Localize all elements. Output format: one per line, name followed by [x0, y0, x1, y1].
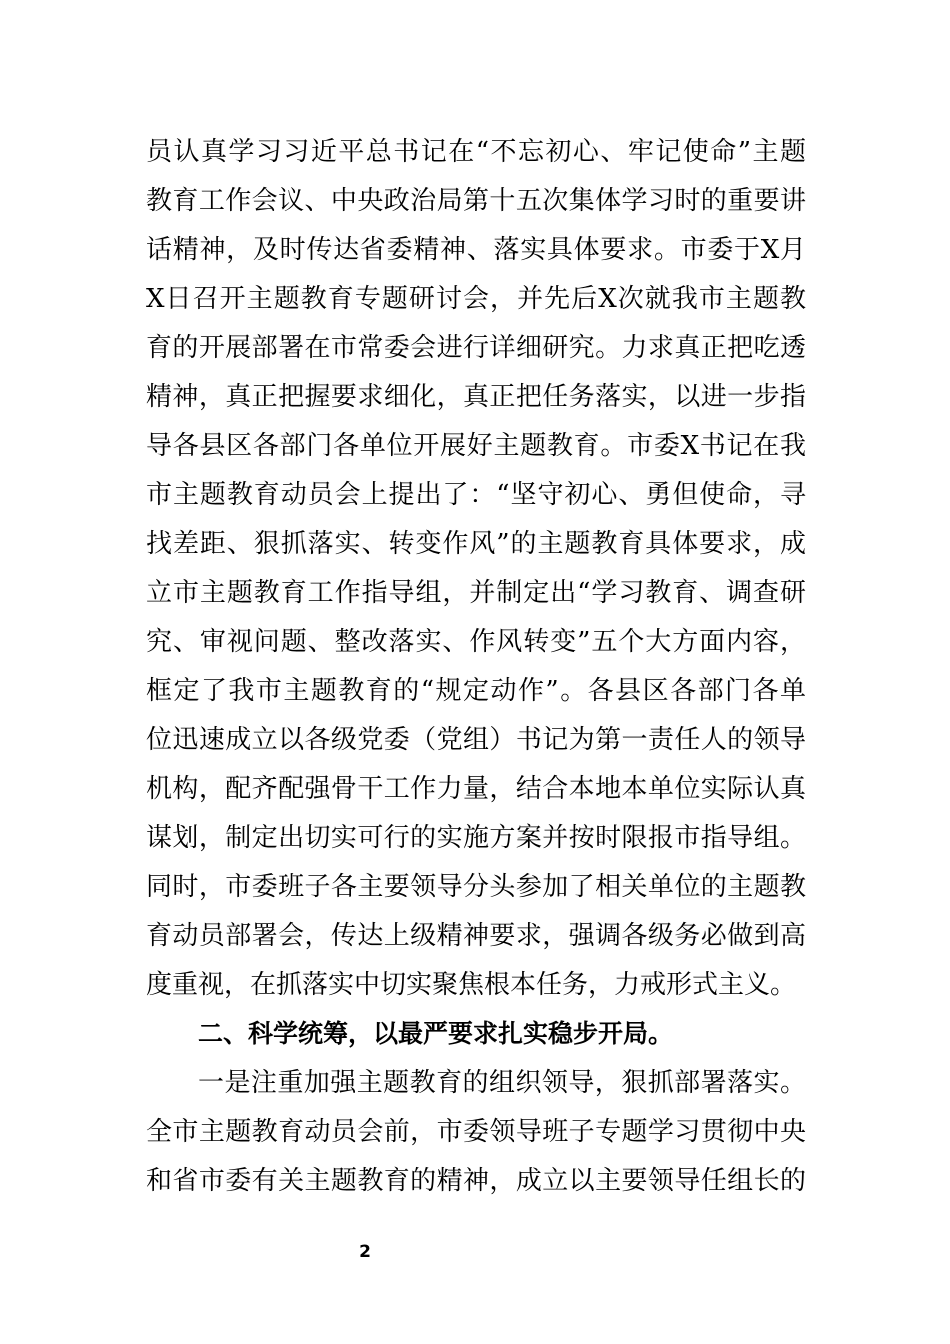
- body-text-line: 导各县区各部门各单位开展好主题教育。市委X书记在我: [146, 431, 806, 461]
- body-text-line: 同时，市委班子各主要领导分头参加了相关单位的主题教: [146, 872, 806, 902]
- body-text-line: 度重视，在抓落实中切实聚焦根本任务，力戒形式主义。: [146, 970, 797, 1000]
- body-text-line: 一是注重加强主题教育的组织领导，狠抓部署落实。: [198, 1068, 806, 1098]
- body-text-line: 立市主题教育工作指导组，并制定出“学习教育、调查研: [146, 578, 806, 608]
- body-text-line: 和省市委有关主题教育的精神，成立以主要领导任组长的: [146, 1166, 806, 1196]
- body-text-line: 育的开展部署在市常委会进行详细研究。力求真正把吃透: [146, 333, 806, 363]
- body-text-line: 教育工作会议、中央政治局第十五次集体学习时的重要讲: [146, 186, 806, 216]
- body-text-line: 精神，真正把握要求细化，真正把任务落实，以进一步指: [146, 382, 806, 412]
- body-text-line: 找差距、狠抓落实、转变作风”的主题教育具体要求，成: [146, 529, 806, 559]
- body-text-line: 育动员部署会，传达上级精神要求，强调各级务必做到高: [146, 921, 806, 951]
- body-text-line: 员认真学习习近平总书记在“不忘初心、牢记使命”主题: [146, 137, 806, 167]
- body-text-line: 全市主题教育动员会前，市委领导班子专题学习贯彻中央: [146, 1117, 806, 1147]
- page-number: 2: [359, 1242, 371, 1262]
- body-text-line: 究、审视问题、整改落实、作风转变”五个大方面内容，: [146, 627, 806, 657]
- body-text-line: 框定了我市主题教育的“规定动作”。各县区各部门各单: [146, 676, 806, 706]
- body-text-line: X日召开主题教育专题研讨会，并先后X次就我市主题教: [146, 284, 806, 314]
- body-text-line: 位迅速成立以各级党委（党组）书记为第一责任人的领导: [146, 725, 806, 755]
- body-text-line: 机构，配齐配强骨干工作力量，结合本地本单位实际认真: [146, 774, 806, 804]
- body-text-line: 市主题教育动员会上提出了：“坚守初心、勇但使命，寻: [146, 480, 806, 510]
- body-text-line: 话精神，及时传达省委精神、落实具体要求。市委于X月: [146, 235, 806, 265]
- section-heading: 二、科学统筹，以最严要求扎实稳步开局。: [198, 1019, 674, 1048]
- body-text-line: 谋划，制定出切实可行的实施方案并按时限报市指导组。: [146, 823, 806, 853]
